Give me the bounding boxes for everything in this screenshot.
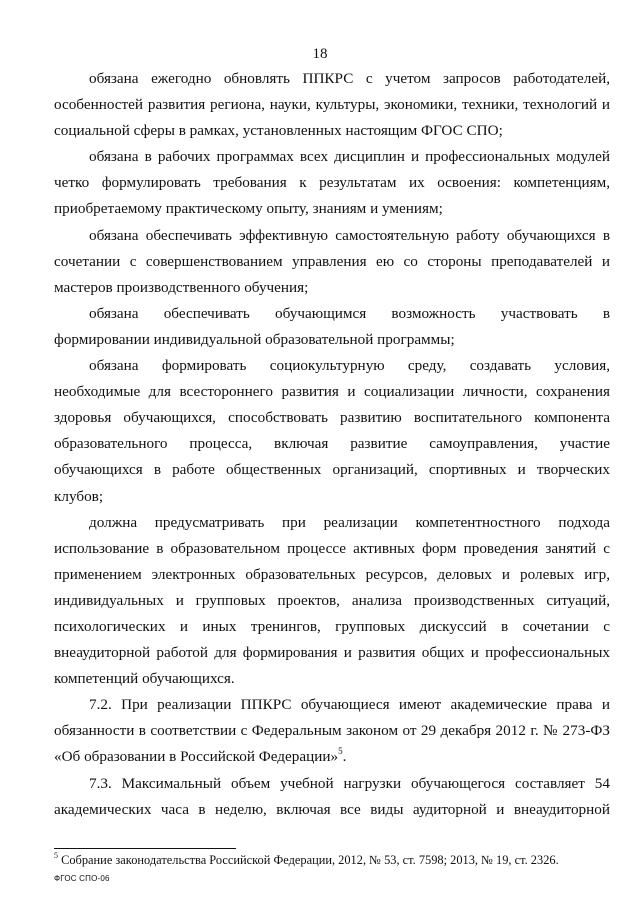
- page-number: 18: [312, 46, 328, 62]
- text-line: приобретаемому практическому опыту, знаниям и умениям;: [54, 200, 443, 218]
- text-line: здоровья обучающихся, способствовать развитию воспитательного компонента: [54, 409, 610, 427]
- paragraph-duty-active-forms: [54, 510, 610, 693]
- text-line: должна предусматривать при реализации компетентностного подхода: [89, 513, 610, 531]
- paragraph-duty-programs: [54, 144, 610, 222]
- text-line: обучающихся в работе общественных организаций, спортивных и творческих: [54, 461, 610, 479]
- text-line: компетенций обучающихся.: [54, 670, 235, 688]
- text-line: 7.2. При реализации ППКРС обучающиеся имеют академические права и: [89, 696, 610, 714]
- footnote-marker: 5: [54, 850, 58, 860]
- paragraph-duty-independent-work: [54, 223, 610, 301]
- text-line: обязана формировать социокультурную среду, создавать условия,: [89, 357, 610, 375]
- law-title: «Об образовании в Российской Федерации»: [54, 748, 339, 766]
- footnote-text: Собрание законодательства Российской Федерации, 2012, № 53, ст. 7598; 2013, № 19, ст. 2326.: [58, 853, 559, 867]
- text-line: психологических и иных тренингов, групповых дискуссий в сочетании с: [54, 617, 610, 635]
- text-line: 7.3. Максимальный объем учебной нагрузки обучающегося составляет 54: [89, 774, 610, 792]
- section-7-3: [54, 771, 610, 823]
- text-line: использование в образовательном процессе активных форм проведения занятий с: [54, 539, 610, 557]
- sentence-end: .: [342, 748, 347, 766]
- paragraph-duty-sociocultural: [54, 353, 610, 510]
- footnote: [54, 852, 614, 868]
- footnote-reference[interactable]: 5: [338, 746, 343, 757]
- text-line: социальной сферы в рамках, установленных настоящим ФГОС СПО;: [54, 122, 503, 140]
- paragraph-duty-update: [54, 66, 610, 144]
- document-body: [54, 66, 610, 823]
- section-7-2: [54, 692, 610, 770]
- text-line: внеаудиторной работой для формирования и развития общих и профессиональных: [54, 644, 610, 662]
- text-line: образовательного процесса, включая развитие самоуправления, участие: [54, 435, 610, 453]
- text-line: сочетании с совершенствованием управления ею со стороны преподавателей и: [54, 252, 610, 270]
- text-line: формировании индивидуальной образовательной программы;: [54, 330, 455, 348]
- document-code: ФГОС СПО-06: [54, 874, 110, 883]
- text-line: обязана обеспечивать эффективную самостоятельную работу обучающихся в: [89, 226, 610, 244]
- text-line: четко формулировать требования к результатам их освоения: компетенциям,: [54, 174, 610, 192]
- text-line: обязана ежегодно обновлять ППКРС с учетом запросов работодателей,: [89, 70, 610, 87]
- text-line: обязана в рабочих программах всех дисциплин и профессиональных модулей: [89, 148, 610, 166]
- text-line: применением электронных образовательных ресурсов, деловых и ролевых игр,: [54, 565, 610, 583]
- text-line: клубов;: [54, 487, 104, 505]
- text-line: необходимые для всестороннего развития и социализации личности, сохранения: [54, 383, 610, 401]
- text-line: индивидуальных и групповых проектов, анализа производственных ситуаций,: [54, 591, 610, 609]
- text-line-with-footnote: [54, 744, 610, 770]
- paragraph-duty-individual-program: [54, 301, 610, 353]
- text-line: мастеров производственного обучения;: [54, 278, 309, 296]
- text-line: особенностей развития региона, науки, культуры, экономики, техники, технологий и: [54, 96, 610, 114]
- text-line: академических часа в неделю, включая все виды аудиторной и внеаудиторной: [54, 800, 610, 818]
- text-line: обязана обеспечивать обучающимся возможность участвовать в: [89, 304, 610, 322]
- text-line: обязанности в соответствии с Федеральным законом от 29 декабря 2012 г. № 273-ФЗ: [54, 722, 610, 740]
- footnote-separator: [54, 848, 236, 849]
